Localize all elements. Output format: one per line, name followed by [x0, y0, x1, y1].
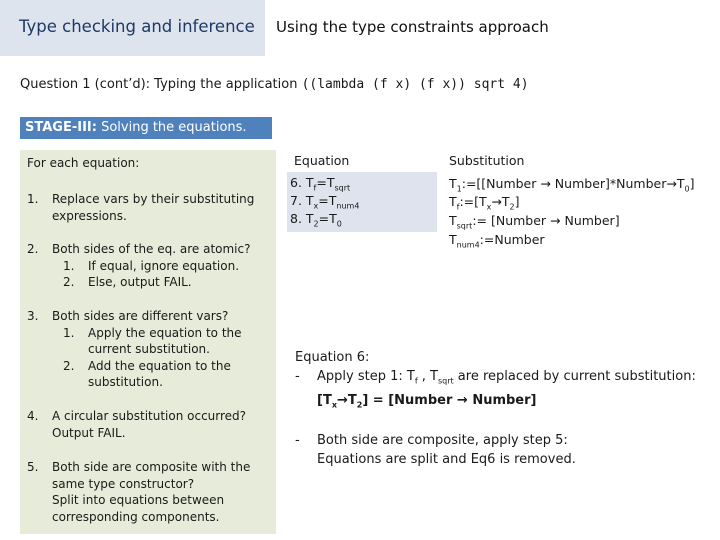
step-line: corresponding components.: [52, 509, 220, 524]
eq-sub: 0: [336, 219, 342, 229]
step-line: Both sides of the eq. are atomic?: [52, 242, 251, 256]
substitution-row: [449, 213, 620, 231]
sub-step-line: Else, output FAIL.: [88, 275, 192, 290]
step-number: 5.: [27, 460, 39, 474]
bullet-dash: -: [295, 369, 300, 384]
question-line: [20, 77, 529, 92]
algorithm-intro: For each equation:: [27, 156, 140, 170]
step-number: 2.: [27, 242, 39, 256]
eq6-title: Equation 6:: [295, 350, 370, 365]
eq6-text: [T: [317, 392, 332, 408]
stage-banner: [20, 117, 272, 139]
eq6-text: Apply step 1: T: [317, 369, 415, 384]
eq-text: 7. T: [290, 193, 314, 208]
step-line: expressions.: [52, 208, 127, 223]
eq6-sub: f: [414, 376, 418, 386]
substitution-row: [449, 232, 545, 250]
eq6-line: Equations are split and Eq6 is removed.: [317, 452, 576, 468]
eq6-text: ] = [Number → Number]: [362, 392, 537, 408]
slide-header: [0, 0, 720, 56]
eq6-sub: 2: [356, 400, 363, 410]
equation-row: [290, 175, 350, 193]
step-line: Both sides are different vars?: [52, 309, 229, 323]
step-line: Output FAIL.: [52, 425, 126, 440]
sub-step: [52, 325, 242, 342]
step-line: Replace vars by their substituting: [52, 192, 255, 206]
eq6-text: , T: [417, 369, 438, 384]
eq6-line: [295, 391, 696, 415]
eq6-text: are replaced by current substitution:: [453, 369, 696, 384]
step-line: Both side are composite with the: [52, 460, 251, 474]
sub-text: :=Number: [479, 232, 545, 247]
eq-sub: sqrt: [334, 183, 351, 193]
eq-text: 6. T: [290, 175, 314, 190]
sub-index: num4: [456, 240, 480, 250]
sub-text: T: [449, 176, 457, 191]
sub-text: T: [449, 232, 457, 247]
sub-step: [52, 258, 250, 275]
equation-header: Equation: [294, 153, 350, 168]
sub-text: :=[[Number → Number]*Number→T: [461, 176, 685, 191]
sub-text: :=[T: [459, 194, 487, 209]
sub-step: [52, 374, 242, 391]
eq6-sub: x: [331, 400, 337, 410]
sub-step-number: 2.: [63, 358, 75, 373]
step-number: 1.: [27, 192, 39, 206]
eq-sub: 2: [313, 219, 319, 229]
eq6-line: [295, 431, 696, 450]
equation-row: [290, 211, 342, 229]
substitution-row: [449, 194, 520, 212]
stage-label: STAGE-III:: [25, 120, 97, 135]
eq6-text: →T: [336, 392, 357, 408]
sub-text: →T: [491, 194, 510, 209]
sub-step: [52, 274, 250, 291]
substitution-header: Substitution: [449, 153, 525, 168]
sub-text: T: [449, 213, 457, 228]
sub-index: 0: [684, 184, 690, 194]
sub-step-line: current substitution.: [88, 342, 210, 357]
sub-index: sqrt: [456, 221, 473, 231]
equation-row: [290, 193, 359, 211]
substitution-row: [449, 176, 694, 194]
question-prefix: Question 1 (cont’d):: [20, 77, 155, 92]
sub-index: f: [456, 202, 460, 212]
sub-index: x: [486, 202, 492, 212]
step-line: A circular substitution occurred?: [52, 409, 247, 423]
eq-text: =T: [316, 175, 335, 190]
step-number: 3.: [27, 309, 39, 323]
step-line: same type constructor?: [52, 476, 195, 491]
sub-text: ]: [514, 194, 520, 209]
question-code: ((lambda (f x) (f x)) sqrt 4): [301, 77, 529, 92]
eq-sub: x: [313, 201, 319, 211]
eq-text: =T: [318, 211, 337, 226]
slide-title: Type checking and inference: [19, 17, 255, 36]
eq-text: =T: [318, 193, 337, 208]
eq-sub: num4: [336, 201, 360, 211]
sub-step-line: substitution.: [88, 375, 163, 390]
question-text: Typing the application: [154, 77, 302, 92]
sub-step-line: If equal, ignore equation.: [88, 258, 240, 273]
sub-step-line: Apply the equation to the: [88, 325, 242, 340]
equation-6-explanation: [295, 348, 696, 469]
sub-index: 1: [456, 184, 462, 194]
sub-text: ]: [689, 176, 695, 191]
sub-step-number: 1.: [63, 258, 75, 273]
eq6-sub: sqrt: [437, 376, 454, 386]
eq-sub: f: [313, 183, 317, 193]
slide-subtitle: Using the type constraints approach: [276, 18, 549, 36]
sub-text: := [Number → Number]: [472, 213, 620, 228]
sub-text: T: [449, 194, 457, 209]
eq6-text: Both side are composite, apply step 5:: [317, 433, 568, 449]
stage-text: Solving the equations.: [96, 120, 247, 135]
bullet-dash: -: [295, 433, 300, 449]
header-title-band: [0, 0, 265, 56]
sub-step-line: Add the equation to the: [88, 358, 231, 373]
sub-step: [52, 358, 242, 375]
sub-step-number: 1.: [63, 325, 75, 340]
sub-step-number: 2.: [63, 275, 75, 290]
step-line: Split into equations between: [52, 493, 225, 508]
sub-index: 2: [509, 202, 515, 212]
eq-text: 8. T: [290, 211, 314, 226]
eq6-line: [295, 367, 696, 391]
step-number: 4.: [27, 409, 39, 423]
sub-step: [52, 341, 242, 358]
